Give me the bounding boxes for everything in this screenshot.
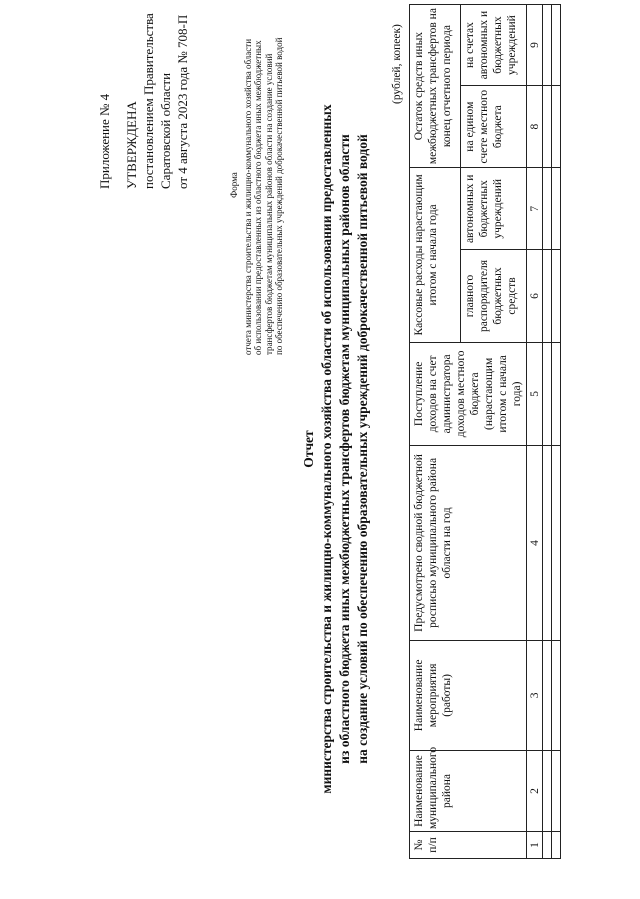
- approved-label: УТВЕРЖДЕНА: [124, 101, 139, 189]
- column-number: 7: [527, 168, 543, 250]
- header-cash-main-manager: главного распорядителя бюджетных средств: [460, 250, 526, 342]
- header-remainder-single-account: на едином счете местного бюджета: [460, 86, 526, 168]
- header-event: Наименование мероприятия (работы): [410, 640, 527, 750]
- header-cash-institutions: автономных и бюджетных учреждений: [460, 168, 526, 250]
- report-title: [300, 69, 372, 829]
- column-number: 4: [527, 446, 543, 641]
- header-cash-expenses: Кассовые расходы нарастающим итогом с начала года: [410, 168, 461, 342]
- column-number: 3: [527, 640, 543, 750]
- column-number: 9: [527, 5, 543, 86]
- column-number: 6: [527, 250, 543, 342]
- form-line-2: об использовании предоставленных из областного бюджета иных межбюджетных: [253, 40, 263, 355]
- header-planned: Предусмотрено сводной бюджетной росписью муниципального района области на год: [410, 446, 527, 641]
- empty-cell: [543, 5, 552, 86]
- empty-cell: [552, 342, 561, 446]
- empty-cell: [552, 250, 561, 342]
- form-line-1: отчета министерства строительства и жилищно-коммунального хозяйства области: [242, 38, 253, 355]
- empty-cell: [552, 832, 561, 859]
- report-heading: Отчет: [301, 430, 316, 468]
- header-remainder: Остаток средств иных межбюджетных трансфертов на конец отчетного периода: [410, 5, 461, 168]
- form-line-4: по обеспечению образовательных учреждений доброкачественной питьевой водой: [274, 37, 284, 355]
- empty-cell: [552, 446, 561, 641]
- empty-cell: [552, 5, 561, 86]
- header-received: Поступление доходов на счет администратора доходов местного бюджета (нарастающим итогом с начала года): [410, 342, 527, 446]
- form-block: [229, 15, 285, 355]
- report-title-line-3: на создание условий по обеспечению образовательных учреждений доброкачественной питьевой водой: [355, 134, 370, 764]
- empty-cell: [543, 751, 552, 832]
- empty-cell: [543, 832, 552, 859]
- empty-cell: [543, 446, 552, 641]
- appendix-label: Приложение № 4: [97, 93, 112, 189]
- empty-cell: [543, 86, 552, 168]
- table-row: [552, 5, 561, 859]
- empty-cell: [552, 751, 561, 832]
- report-title-line-2: из областного бюджета иных межбюджетных трансфертов бюджетам муниципальных районов области: [337, 134, 352, 764]
- form-label: Форма: [229, 172, 239, 198]
- empty-cell: [552, 86, 561, 168]
- approved-line-2: Саратовской области: [158, 72, 173, 189]
- approved-line-3: от 4 августа 2023 года № 708-П: [175, 14, 190, 189]
- appendix-block: [96, 9, 191, 189]
- table-row: [543, 5, 552, 859]
- column-number: 2: [527, 751, 543, 832]
- empty-cell: [543, 168, 552, 250]
- report-table: [409, 4, 561, 859]
- approved-line-1: постановлением Правительства: [141, 13, 156, 189]
- header-district: Наименование муниципального района: [410, 751, 527, 832]
- header-remainder-institutions: на счетах автономных и бюджетных учреждений: [460, 5, 526, 86]
- empty-cell: [552, 168, 561, 250]
- column-number: 1: [527, 832, 543, 859]
- empty-cell: [543, 250, 552, 342]
- empty-cell: [543, 342, 552, 446]
- units-label: (рублей, копеек): [391, 24, 403, 104]
- header-number: № п/п: [410, 832, 527, 859]
- column-number: 8: [527, 86, 543, 168]
- empty-cell: [543, 640, 552, 750]
- form-line-3: трансфертов бюджетам муниципальных районов области на создание условий: [263, 53, 274, 355]
- empty-cell: [552, 640, 561, 750]
- report-title-line-1: министерства строительства и жилищно-коммунального хозяйства области об использовании предоставленных: [319, 104, 334, 794]
- column-number: 5: [527, 342, 543, 446]
